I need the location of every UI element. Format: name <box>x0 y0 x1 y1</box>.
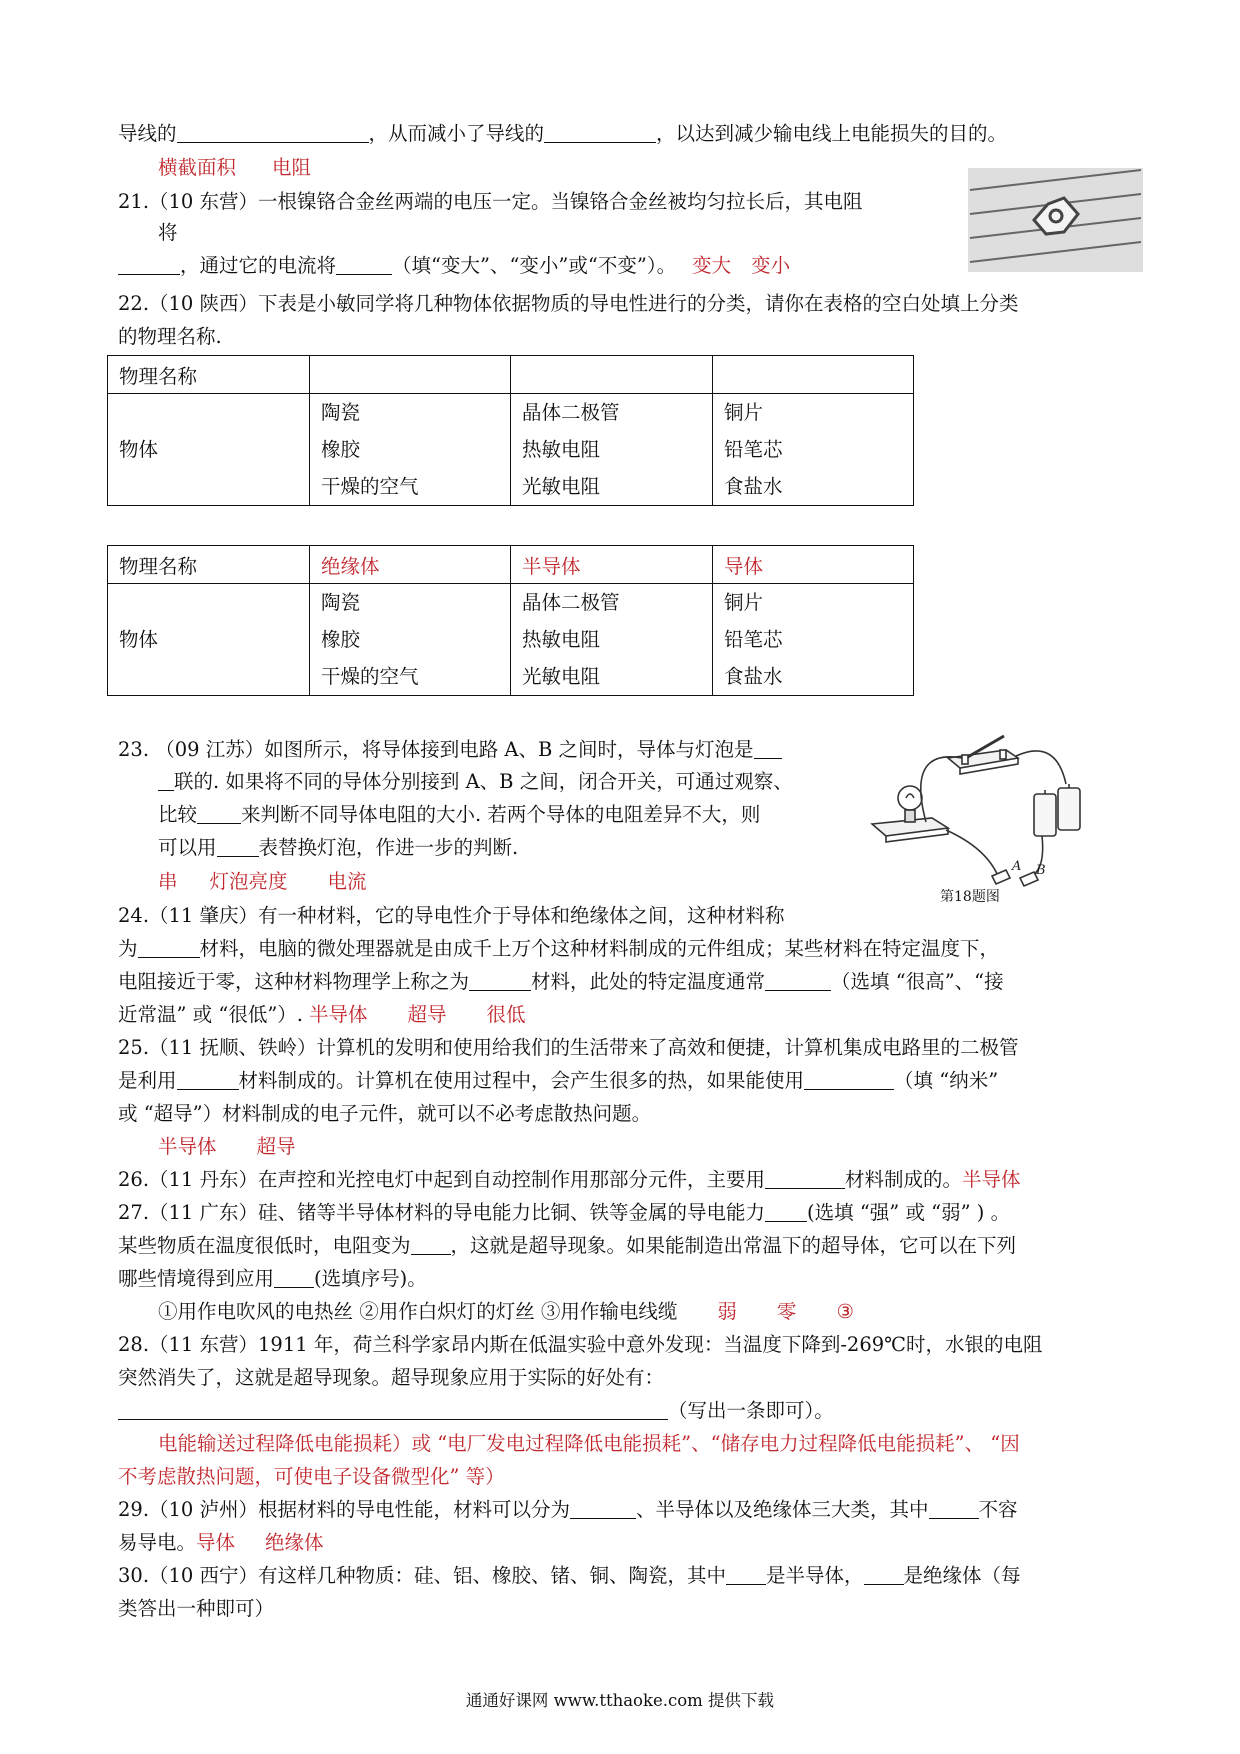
answer-blank <box>544 124 656 143</box>
answer: 弱 <box>717 1300 737 1323</box>
cell-item: 铜片 <box>724 401 764 424</box>
table-answer-cell: 导体 <box>713 546 914 584</box>
q27-line3 <box>118 1269 427 1289</box>
text: （填 “纳米” <box>894 1069 999 1092</box>
text: (选填 “强” 或 “弱” ) 。 <box>807 1201 1011 1224</box>
text: ，这就是超导现象。如果能制造出常温下的超导体，它可以在下列 <box>450 1234 1017 1257</box>
answer: 串 <box>158 870 178 893</box>
table-cell <box>511 584 713 696</box>
q28-answer-line1: 电能输送过程降低电能损耗）或 “电厂发电过程降低电能损耗”、“储存电力过程降低电能损耗”、 “因 <box>158 1432 1020 1455</box>
answer: 绝缘体 <box>265 1531 324 1554</box>
cell-item: 铜片 <box>724 591 764 614</box>
answer-blank <box>726 1566 766 1585</box>
answer-blank <box>197 805 241 824</box>
text: ①用作电吹风的电热丝 ②用作白炽灯的灯丝 ③用作输电线缆 <box>158 1300 678 1323</box>
text: 材料，此处的特定温度通常 <box>531 970 766 993</box>
classification-table-blank <box>107 355 914 506</box>
answer-blank <box>118 1401 668 1420</box>
q21-line3 <box>118 256 790 276</box>
answer-blank <box>804 1071 894 1090</box>
text: 易导电。 <box>118 1531 197 1554</box>
text: 为 <box>118 937 138 960</box>
text: 、半导体以及绝缘体三大类，其中 <box>636 1498 929 1521</box>
wire-photo <box>968 168 1143 272</box>
cell-item: 橡胶 <box>321 438 361 461</box>
q27-line2 <box>118 1236 1016 1256</box>
cell-item: 热敏电阻 <box>522 628 601 651</box>
text: 材料制成的。计算机在使用过程中，会产生很多的热，如果能使用 <box>238 1069 805 1092</box>
answer: 很低 <box>486 1003 526 1026</box>
q25-line1: 25.（11 抚顺、铁岭）计算机的发明和使用给我们的生活带来了高效和便捷，计算机集成电路里的二极管 <box>118 1036 1019 1059</box>
answer-blank <box>158 772 174 791</box>
q20-answers <box>158 158 311 178</box>
text: 来判断不同导体电阻的大小. 若两个导体的电阻差异不大，则 <box>241 803 761 826</box>
answer: 半导体 <box>962 1168 1021 1191</box>
cell-item: 光敏电阻 <box>522 475 601 498</box>
text: （填“变大”、“变小”或“不变”）。 <box>392 254 677 277</box>
answer: 导体 <box>196 1531 236 1554</box>
table-row-label: 物体 <box>108 394 310 506</box>
text: 材料，电脑的微处理器就是由成千上万个这种材料制成的元件组成；某些材料在特定温度下， <box>199 937 1000 960</box>
text: 是绝缘体（每 <box>903 1564 1021 1587</box>
text: 26.（11 丹东）在声控和光控电灯中起到自动控制作用那部分元件，主要用 <box>118 1168 766 1191</box>
table-cell <box>713 394 914 506</box>
text: ，以达到减少输电线上电能损失的目的。 <box>656 122 1008 145</box>
answer-blank <box>864 1566 904 1585</box>
answer: 超导 <box>407 1003 447 1026</box>
text: ，从而减小了导线的 <box>368 122 545 145</box>
table-answer-cell: 半导体 <box>511 546 713 584</box>
q29-line2 <box>118 1533 324 1553</box>
cell-item: 铅笔芯 <box>724 438 783 461</box>
answer-blank <box>765 1203 807 1222</box>
answer-blank <box>177 124 369 143</box>
table-header-label: 物理名称 <box>108 356 310 394</box>
q27-options <box>158 1302 854 1322</box>
q24-line1: 24.（11 肇庆）有一种材料，它的导电性介于导体和绝缘体之间，这种材料称 <box>118 904 785 927</box>
q23-answers <box>158 872 367 892</box>
cell-item: 热敏电阻 <box>522 438 601 461</box>
answer-blank <box>336 256 392 275</box>
answer-blank <box>177 1071 239 1090</box>
q20-line <box>118 124 1007 144</box>
cell-item: 光敏电阻 <box>522 665 601 688</box>
q23-line4 <box>158 838 518 858</box>
text: 27.（11 广东）硅、锗等半导体材料的导电能力比铜、铁等金属的导电能力 <box>118 1201 766 1224</box>
table-cell-blank <box>310 356 511 394</box>
table-cell <box>713 584 914 696</box>
text: 是半导体， <box>766 1564 864 1587</box>
table-cell <box>310 394 511 506</box>
q28-line1: 28.（11 东营）1911 年，荷兰科学家昂内斯在低温实验中意外发现：当温度下降到-269℃时，水银的电阻 <box>118 1333 1043 1356</box>
text: 不容 <box>978 1498 1018 1521</box>
text: （选填 “很高”、“接 <box>831 970 1004 993</box>
text: 近常温” 或 “很低”）. <box>118 1003 304 1026</box>
q23-line2 <box>158 772 793 792</box>
answer-blank <box>118 256 180 275</box>
answer-blank <box>138 939 200 958</box>
answer: 灯泡亮度 <box>209 870 288 893</box>
cell-item: 干燥的空气 <box>321 665 419 688</box>
terminal-a-label: A <box>1012 859 1022 874</box>
q25-line2 <box>118 1071 998 1091</box>
cell-item: 干燥的空气 <box>321 475 419 498</box>
answer-blank <box>765 1170 845 1189</box>
answer-blank <box>411 1236 451 1255</box>
circuit-diagram <box>866 728 1106 898</box>
text: 材料制成的。 <box>845 1168 963 1191</box>
table-answer-cell: 绝缘体 <box>310 546 511 584</box>
cell-item: 食盐水 <box>724 475 783 498</box>
q28-line2: 突然消失了，这就是超导现象。超导现象应用于实际的好处有： <box>118 1366 665 1389</box>
text: （写出一条即可）。 <box>668 1399 834 1422</box>
q21-line1: 21.（10 东营）一根镍铬合金丝两端的电压一定。当镍铬合金丝被均匀拉长后，其电阻 <box>118 190 863 213</box>
answer-blank <box>754 740 782 759</box>
q24-line2 <box>118 939 999 959</box>
q23-line3 <box>158 805 760 825</box>
table-header-label: 物理名称 <box>108 546 310 584</box>
text: 是利用 <box>118 1069 177 1092</box>
answer: 零 <box>776 1300 797 1323</box>
q30-line1 <box>118 1566 1021 1586</box>
text: 哪些情境得到应用 <box>118 1267 275 1290</box>
text: ，通过它的电流将 <box>180 254 337 277</box>
classification-table-answer <box>107 545 914 696</box>
table-cell <box>310 584 511 696</box>
cell-item: 食盐水 <box>724 665 783 688</box>
page-footer: 通通好课网 www.tthaoke.com 提供下载 <box>465 1691 775 1710</box>
q28-line3 <box>118 1401 834 1421</box>
q28-answer-line2: 不考虑散热问题，可使电子设备微型化” 等） <box>118 1465 505 1488</box>
q24-line3 <box>118 972 1004 992</box>
table-cell <box>511 394 713 506</box>
text: 23. （09 江苏）如图所示，将导体接到电路 A、B 之间时，导体与灯泡是 <box>118 738 754 761</box>
text: 联的. 如果将不同的导体分别接到 A、B 之间，闭合开关，可通过观察、 <box>174 770 793 793</box>
answer: 变大 <box>692 254 732 277</box>
text: 电阻接近于零，这种材料物理学上称之为 <box>118 970 470 993</box>
answer: 变小 <box>751 254 791 277</box>
figure-caption: 第18题图 <box>940 889 1000 905</box>
answer: 半导体 <box>158 1135 217 1158</box>
answer: ③ <box>836 1300 854 1323</box>
q29-line1 <box>118 1500 1018 1520</box>
text: 可以用 <box>158 836 217 859</box>
q26-line <box>118 1170 1021 1190</box>
answer-blank <box>217 838 259 857</box>
q25-line3: 或 “超导”）材料制成的电子元件，就可以不必考虑散热问题。 <box>118 1102 652 1125</box>
answer: 电阻 <box>272 156 312 179</box>
answer-blank <box>765 972 831 991</box>
answer-blank <box>929 1500 979 1519</box>
text: (选填序号)。 <box>314 1267 427 1290</box>
q27-line1 <box>118 1203 1010 1223</box>
answer-blank <box>274 1269 314 1288</box>
answer-blank <box>469 972 531 991</box>
answer: 电流 <box>327 870 367 893</box>
q21-line2: 将 <box>158 221 178 244</box>
text: 导线的 <box>118 122 177 145</box>
table-cell-blank <box>511 356 713 394</box>
q23-line1 <box>118 740 782 760</box>
text: 表替换灯泡，作进一步的判断. <box>258 836 519 859</box>
cell-item: 陶瓷 <box>321 591 361 614</box>
cell-item: 陶瓷 <box>321 401 361 424</box>
answer: 超导 <box>256 1135 296 1158</box>
cell-item: 橡胶 <box>321 628 361 651</box>
table-row-label: 物体 <box>108 584 310 696</box>
answer: 横截面积 <box>158 156 237 179</box>
q24-line4 <box>118 1005 526 1025</box>
q30-line2: 类答出一种即可） <box>118 1597 275 1620</box>
text: 29.（10 泸州）根据材料的导电性能，材料可以分为 <box>118 1498 571 1521</box>
text: 比较 <box>158 803 198 826</box>
cell-item: 晶体二极管 <box>522 591 620 614</box>
q25-answers <box>158 1137 296 1157</box>
cell-item: 铅笔芯 <box>724 628 783 651</box>
q22-line1: 22.（10 陕西）下表是小敏同学将几种物体依据物质的导电性进行的分类，请你在表格的空白处填上分类 <box>118 292 1019 315</box>
answer-blank <box>570 1500 636 1519</box>
text: 30.（10 西宁）有这样几种物质：硅、铝、橡胶、锗、铜、陶瓷，其中 <box>118 1564 727 1587</box>
terminal-b-label: B <box>1036 863 1046 878</box>
table-cell-blank <box>713 356 914 394</box>
q22-line2: 的物理名称. <box>118 325 222 348</box>
cell-item: 晶体二极管 <box>522 401 620 424</box>
answer: 半导体 <box>309 1003 368 1026</box>
text: 某些物质在温度很低时，电阻变为 <box>118 1234 411 1257</box>
